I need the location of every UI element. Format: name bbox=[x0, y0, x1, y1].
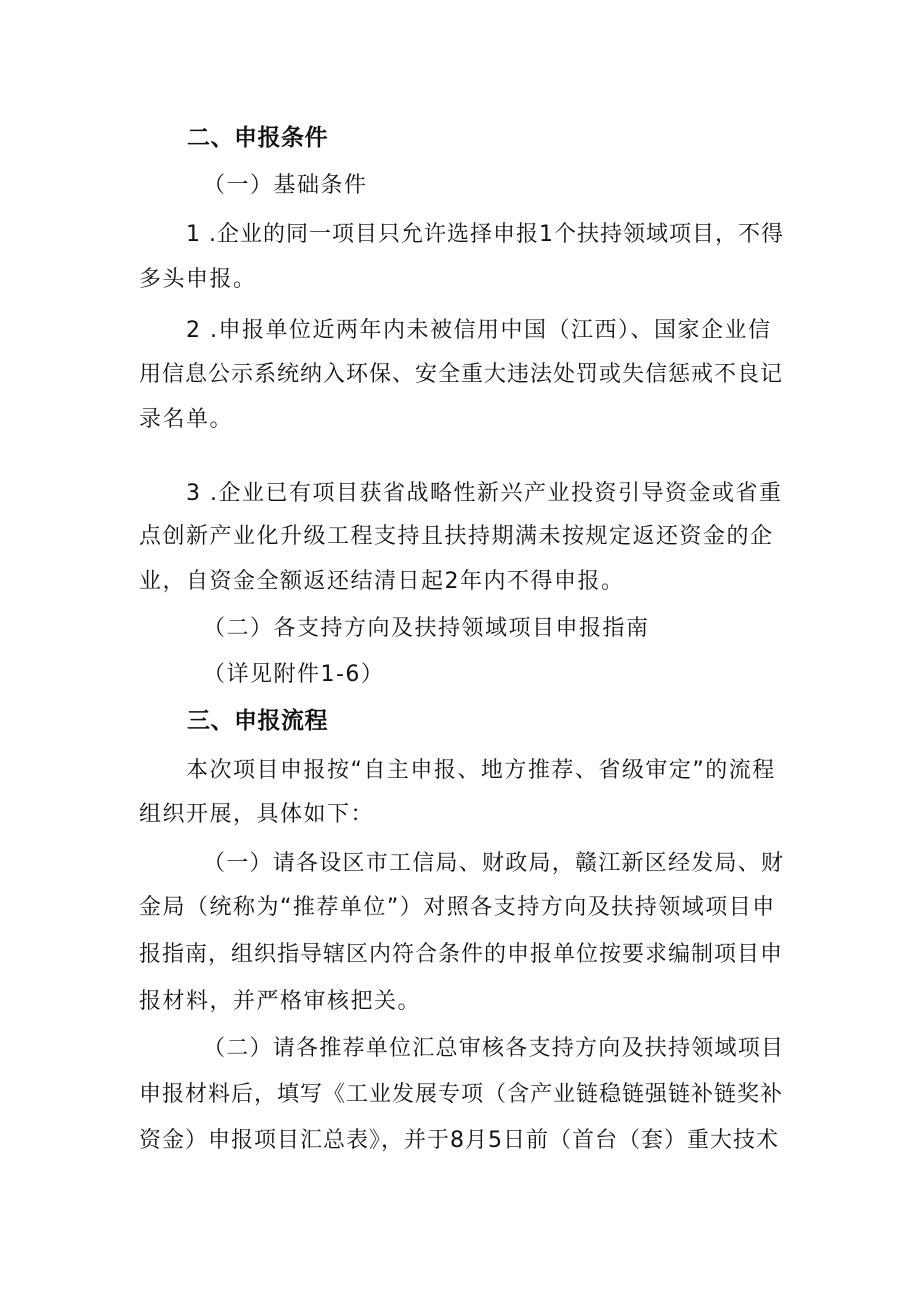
paragraph-line: 报指南，组织指导辖区内符合条件的申报单位按要求编制项目申 bbox=[139, 942, 784, 967]
paragraph-line: 业，自资金全额返还结清日起2年内不得申报。 bbox=[139, 569, 625, 594]
paragraph-line: 报材料，并严格审核把关。 bbox=[139, 989, 422, 1014]
paragraph-line: （二）请各推荐单位汇总审核各支持方向及扶持领域项目 bbox=[203, 1036, 785, 1061]
paragraph-line: 点创新产业化升级工程支持且扶持期满未按规定返还资金的企 bbox=[139, 524, 774, 549]
paragraph-line: 申报材料后，填写《工业发展专项（含产业链稳链强链补链奖补 bbox=[139, 1082, 784, 1107]
attachment-note: （详见附件1-6） bbox=[203, 662, 385, 687]
paragraph-line: 本次项目申报按“自主申报、地方推荐、省级审定”的流程 bbox=[186, 758, 776, 783]
paragraph-line: 用信息公示系统纳入环保、安全重大违法处罚或失信惩戒不良记 bbox=[139, 362, 784, 387]
paragraph-line: 1 .企业的同一项目只允许选择申报1个扶持领域项目，不得 bbox=[186, 222, 784, 247]
section-heading-requirements: 二、申报条件 bbox=[187, 125, 328, 151]
paragraph-line: 3 .企业已有项目获省战略性新兴产业投资引导资金或省重 bbox=[186, 481, 783, 506]
paragraph-line: （一）请各设区市工信局、财政局，赣江新区经发局、财 bbox=[203, 851, 785, 876]
subsection-heading-basic: （一）基础条件 bbox=[203, 173, 368, 198]
paragraph-line: 多头申报。 bbox=[139, 267, 257, 292]
subsection-heading-guidelines: （二）各支持方向及扶持领域项目申报指南 bbox=[203, 616, 650, 641]
paragraph-line: 金局（统称为“推荐单位”）对照各支持方向及扶持领域项目申 bbox=[139, 895, 776, 920]
paragraph-line: 录名单。 bbox=[139, 407, 234, 432]
paragraph-line: 资金）申报项目汇总表》，并于8月5日前（首台（套）重大技术 bbox=[139, 1128, 779, 1153]
paragraph-line: 组织开展，具体如下： bbox=[139, 802, 375, 827]
paragraph-line: 2 .申报单位近两年内未被信用中国（江西）、国家企业信 bbox=[186, 318, 772, 343]
section-heading-process: 三、申报流程 bbox=[187, 708, 328, 734]
